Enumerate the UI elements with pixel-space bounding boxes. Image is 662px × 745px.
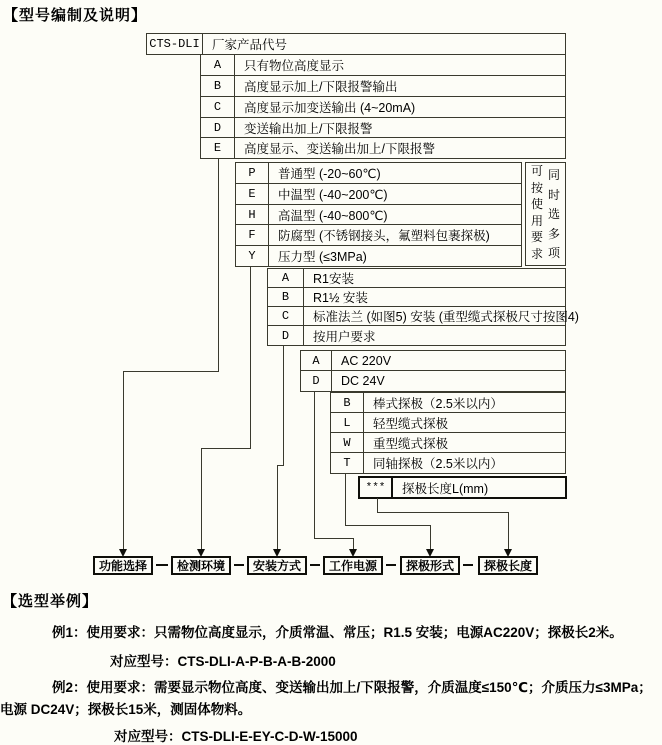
- dash-connector: [234, 564, 244, 566]
- code-cell: H: [236, 205, 269, 224]
- selection-examples-section: [0, 590, 662, 745]
- table-row: [358, 476, 567, 499]
- code-cell: E: [236, 184, 269, 204]
- dash-connector: [463, 564, 473, 566]
- desc-cell: 高温型 (-40~800℃): [278, 208, 388, 223]
- connector-line: [201, 448, 202, 553]
- code-cell: D: [301, 371, 332, 391]
- examples-title: 【选型举例】: [2, 593, 99, 610]
- selection-note-col2: 同时选多项: [547, 168, 560, 260]
- example2-model: 对应型号：CTS-DLI-E-EY-C-D-W-15000: [114, 729, 358, 744]
- code-cell: B: [331, 393, 364, 412]
- table-row: [330, 392, 566, 413]
- code-cell: P: [236, 163, 269, 183]
- code-cell: ***: [360, 478, 393, 497]
- desc-cell: 中温型 (-40~200℃): [278, 188, 388, 202]
- example1-model: 对应型号：CTS-DLI-A-P-B-A-B-2000: [110, 654, 336, 669]
- table-row: [200, 137, 566, 159]
- connector-line: [123, 371, 124, 553]
- desc-cell: DC 24V: [341, 374, 385, 388]
- connector-line: [345, 473, 346, 526]
- desc-cell: 标准法兰 (如图5) 安装 (重型缆式探极尺寸按图4): [313, 310, 579, 324]
- code-cell: F: [236, 225, 269, 245]
- connector-line: [283, 345, 284, 466]
- model-header-label: 厂家产品代号: [212, 38, 288, 52]
- code-cell: E: [201, 138, 235, 158]
- desc-cell: 探极长度L(mm): [402, 481, 489, 496]
- model-header-row: [146, 33, 566, 55]
- code-cell: Y: [236, 246, 269, 266]
- code-cell: C: [268, 307, 304, 325]
- desc-cell: 高度显示加变送输出 (4~20mA): [244, 101, 416, 115]
- desc-cell: R1½ 安装: [313, 291, 368, 305]
- connector-line: [277, 465, 284, 466]
- code-cell: W: [331, 433, 364, 452]
- desc-cell: 按用户要求: [313, 329, 376, 344]
- connector-line: [377, 498, 378, 513]
- connector-line: [277, 465, 278, 553]
- connector-line: [314, 391, 315, 539]
- table-row: [200, 117, 566, 138]
- dash-connector: [156, 564, 168, 566]
- code-cell: A: [268, 269, 304, 287]
- example2-requirement: 例2：使用要求：需要显示物位高度、变送输出加上/下限报警，介质温度≤150℃；介质压力≤3MPa；电源 DC24V；探极长15米，测固体物料。: [0, 680, 652, 717]
- category-box-function: 功能选择: [93, 556, 153, 575]
- category-box-installation: 安装方式: [247, 556, 307, 575]
- code-cell: A: [301, 351, 332, 370]
- table-row: [330, 412, 566, 433]
- connector-line: [314, 538, 354, 539]
- selection-note-col1: 可按使用要求: [530, 164, 543, 261]
- table-row: [330, 452, 566, 474]
- category-box-probe-length: 探极长度: [478, 556, 538, 575]
- code-cell: A: [201, 55, 235, 75]
- model-prefix-cell: CTS-DLI: [147, 34, 203, 54]
- desc-cell: 同轴探极（2.5米以内）: [373, 457, 503, 471]
- desc-cell: R1安装: [313, 272, 354, 286]
- page-title: 【型号编制及说明】: [3, 7, 148, 24]
- desc-cell: 只有物位高度显示: [244, 59, 345, 73]
- desc-cell: 压力型 (≤3MPa): [278, 250, 367, 264]
- table-row: [330, 432, 566, 453]
- table-row: [267, 325, 566, 346]
- table-row: [235, 204, 522, 225]
- dash-connector: [386, 564, 396, 566]
- category-box-power: 工作电源: [323, 556, 383, 575]
- table-row: [200, 96, 566, 118]
- desc-cell: AC 220V: [341, 353, 392, 368]
- table-row: [267, 268, 566, 288]
- code-cell: B: [201, 76, 235, 96]
- code-cell: D: [268, 326, 304, 345]
- code-cell: B: [268, 288, 304, 306]
- connector-line: [123, 371, 219, 372]
- connector-line: [218, 158, 219, 371]
- code-cell: D: [201, 118, 235, 137]
- desc-cell: 高度显示加上/下限报警输出: [244, 80, 398, 94]
- desc-cell: 重型缆式探极: [373, 436, 449, 451]
- connector-line: [377, 512, 509, 513]
- connector-line: [345, 525, 431, 526]
- dash-connector: [310, 564, 320, 566]
- connector-line: [201, 448, 251, 449]
- table-row: [300, 350, 566, 371]
- table-row: [235, 162, 522, 184]
- table-row: [267, 287, 566, 307]
- table-row: [300, 370, 566, 392]
- selection-note-box: [525, 162, 566, 266]
- example1-requirement: 例1：使用要求：只需物位高度显示，介质常温、常压；R1.5 安装；电源AC220V；探极长2米。: [52, 625, 623, 640]
- table-row: [200, 75, 566, 97]
- code-cell: L: [331, 413, 364, 432]
- desc-cell: 轻型缆式探极: [373, 416, 449, 431]
- code-cell: C: [201, 97, 235, 117]
- desc-cell: 防腐型 (不锈钢接头，氟塑料包裹探极): [278, 229, 490, 243]
- table-row: [235, 245, 522, 267]
- desc-cell: 棒式探极（2.5米以内）: [373, 396, 503, 411]
- table-row: [235, 183, 522, 205]
- desc-cell: 高度显示、变送输出加上/下限报警: [244, 142, 435, 156]
- connector-line: [250, 266, 251, 448]
- table-row: [235, 224, 522, 246]
- category-box-environment: 检测环境: [171, 556, 231, 575]
- connector-line: [508, 512, 509, 553]
- code-cell: T: [331, 453, 364, 473]
- table-row: [267, 306, 579, 326]
- desc-cell: 普通型 (-20~60℃): [278, 167, 381, 181]
- table-row: [200, 54, 566, 76]
- category-box-probe-type: 探极形式: [400, 556, 460, 575]
- desc-cell: 变送输出加上/下限报警: [244, 121, 373, 136]
